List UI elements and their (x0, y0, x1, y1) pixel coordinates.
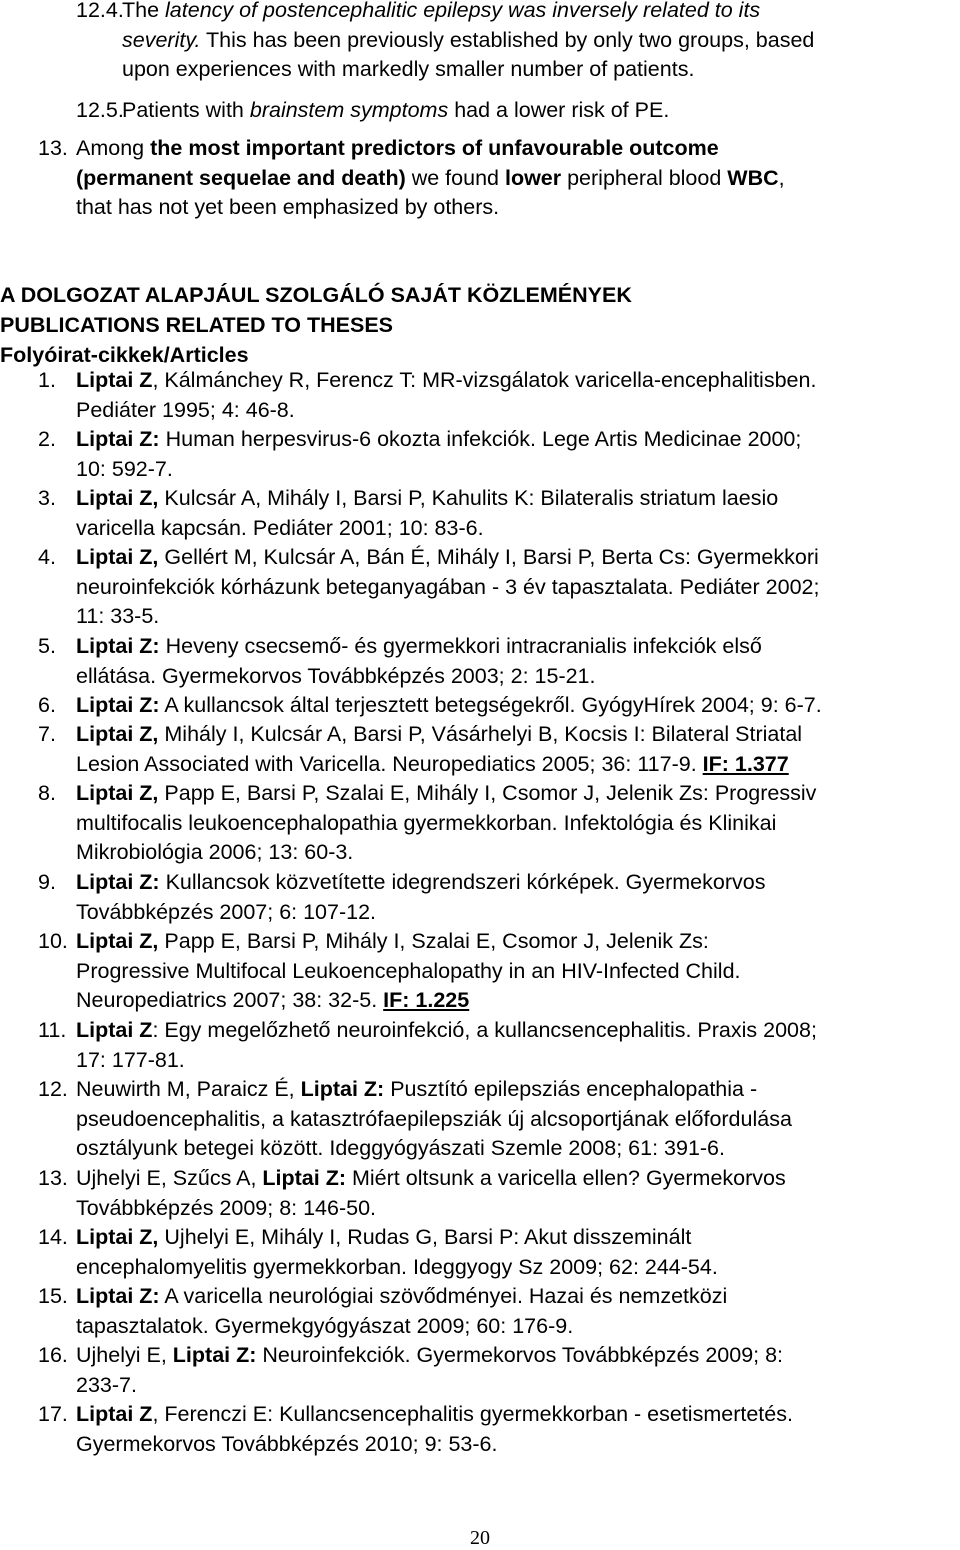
finding-number: 12.5. (76, 98, 124, 122)
author-highlight: Liptai Z, (76, 722, 159, 746)
author-highlight: Liptai Z: (76, 634, 160, 658)
publication-line (76, 898, 956, 928)
publication-text (76, 1016, 956, 1075)
publication-number: 8. (38, 781, 56, 805)
author-highlight: Liptai Z, (76, 486, 159, 510)
finding-bold: WBC (727, 165, 779, 190)
finding-bold: the most important predictors of unfavourable outcome (150, 136, 719, 160)
publication-line (76, 1164, 956, 1194)
publication-line (76, 1282, 956, 1312)
subsection-heading-articles: Folyóirat-cikkek/Articles (0, 343, 249, 367)
citation-text: : Egy megelőzhető neuroinfekció, a kullancsencephalitis. Praxis 2008; (152, 1018, 817, 1042)
finding-emphasis: severity. (122, 27, 201, 52)
author-highlight: Liptai Z (76, 368, 153, 392)
citation-text: Kulcsár A, Mihály I, Barsi P, Kahulits K: Bilateralis striatum laesio (158, 486, 779, 510)
publication-line (76, 1194, 956, 1224)
citation-text: A varicella neurológiai szövődményei. Hazai és nemzetközi (159, 1284, 728, 1308)
publication-number: 10. (38, 929, 68, 953)
publication-text (76, 868, 956, 927)
publication-text (76, 425, 956, 484)
publication-line (76, 1105, 956, 1135)
author-highlight: Liptai Z, (76, 781, 159, 805)
publication-line (76, 602, 956, 632)
citation-text: Kullancsok közvetítette idegrendszeri kórképek. Gyermekorvos (159, 870, 766, 894)
publication-number: 14. (38, 1225, 68, 1249)
publication-line (76, 632, 956, 662)
publication-text (76, 1075, 956, 1164)
author-highlight: Liptai Z: (172, 1343, 257, 1367)
publication-line (76, 1253, 956, 1283)
publication-line (76, 927, 956, 957)
publication-text (76, 543, 956, 632)
citation-text: Mikrobiológia 2006; 13: 60-3. (76, 840, 354, 864)
impact-factor: IF: 1.377 (702, 751, 789, 776)
author-highlight: Liptai Z: (262, 1166, 347, 1190)
publication-line (76, 986, 956, 1016)
publication-text (76, 366, 956, 425)
citation-text: Lesion Associated with Varicella. Neuropediatics 2005; 36: 117-9. (76, 751, 703, 776)
citation-text: Human herpesvirus-6 okozta infekciók. Lege Artis Medicinae 2000; (159, 427, 802, 451)
author-highlight: Liptai Z: (300, 1077, 385, 1101)
publication-line (76, 1046, 956, 1076)
publication-line (76, 514, 956, 544)
coauthors: Ujhelyi E, (76, 1343, 173, 1367)
publication-line (76, 1400, 956, 1430)
citation-text: ellátása. Gyermekorvos Továbbképzés 2003; 2: 15-21. (76, 663, 596, 688)
author-highlight: Liptai Z (76, 1402, 153, 1426)
coauthors: Neuwirth M, Paraicz É, (76, 1077, 301, 1101)
citation-text: Progressive Multifocal Leukoencephalopathy in an HIV-Infected Child. (76, 958, 741, 983)
publication-number: 12. (38, 1077, 68, 1101)
publication-line (76, 779, 956, 809)
publication-number: 9. (38, 870, 56, 894)
finding-number: 13. (38, 136, 68, 160)
citation-text: 17: 177-81. (76, 1047, 185, 1072)
publication-text (76, 779, 956, 868)
citation-text: Neuropediatrics 2007; 38: 32-5. (76, 988, 384, 1012)
finding-bold: (permanent sequelae and death) (76, 165, 406, 190)
author-highlight: Liptai Z, (76, 1225, 159, 1249)
author-highlight: Liptai Z: (76, 427, 160, 451)
publication-number: 7. (38, 722, 56, 746)
citation-text: osztályunk betegei között. Ideggyógyászati Szemle 2008; 61: 391-6. (76, 1136, 725, 1160)
citation-text: , Kálmánchey R, Ferencz T: MR-vizsgálatok varicella-encephalitisben. (152, 368, 817, 392)
publication-line (76, 573, 956, 603)
citation-text: Papp E, Barsi P, Szalai E, Mihály I, Csomor J, Jelenik Zs: Progressiv (158, 781, 817, 805)
finding-text: peripheral blood (561, 165, 728, 190)
citation-text: Neuroinfekciók. Gyermekorvos Továbbképzés 2009; 8: (256, 1343, 784, 1367)
section-heading-hungarian: A DOLGOZAT ALAPJÁUL SZOLGÁLÓ SAJÁT KÖZLEMÉNYEK (0, 283, 632, 307)
finding-emphasis: latency of postencephalitic epilepsy was inversely related to its (165, 0, 761, 22)
citation-text: Papp E, Barsi P, Mihály I, Szalai E, Csomor J, Jelenik Zs: (158, 929, 709, 953)
citation-text: tapasztalatok. Gyermekgyógyászat 2009; 60: 176-9. (76, 1313, 574, 1338)
publication-line (76, 366, 956, 396)
publication-line (76, 868, 956, 898)
publication-line (76, 1341, 956, 1371)
impact-factor: IF: 1.225 (383, 988, 470, 1012)
citation-text: Heveny csecsemő- és gyermekkori intracranialis infekciók első (159, 634, 762, 658)
publication-number: 2. (38, 427, 56, 451)
publication-line (76, 1371, 956, 1401)
publication-number: 5. (38, 634, 56, 658)
publication-line (76, 750, 956, 780)
citation-text: Gellért M, Kulcsár A, Bán É, Mihály I, Barsi P, Berta Cs: Gyermekkori (158, 545, 819, 569)
publication-line (76, 1134, 956, 1164)
citation-text: Gyermekorvos Továbbképzés 2010; 9: 53-6. (76, 1431, 498, 1456)
publication-number: 6. (38, 693, 56, 717)
author-highlight: Liptai Z, (76, 929, 159, 953)
publication-line (76, 1016, 956, 1046)
publication-number: 16. (38, 1343, 68, 1367)
publication-text (76, 1400, 956, 1459)
author-highlight: Liptai Z: (76, 693, 160, 717)
citation-text: 11: 33-5. (76, 604, 160, 628)
finding-text: The (122, 0, 166, 22)
citation-text: Továbbképzés 2009; 8: 146-50. (76, 1195, 377, 1220)
publication-line (76, 425, 956, 455)
citation-text: Miért oltsunk a varicella ellen? Gyermekorvos (346, 1166, 786, 1190)
publication-line (76, 957, 956, 987)
publication-line (76, 1075, 956, 1105)
citation-text: Továbbképzés 2007; 6: 107-12. (76, 899, 377, 924)
publication-line (76, 396, 956, 426)
publication-text (76, 1341, 956, 1400)
finding-text: Patients with (122, 98, 250, 122)
citation-text: A kullancsok által terjesztett betegségekről. GyógyHírek 2004; 9: 6-7. (159, 693, 822, 717)
finding-text: upon experiences with markedly smaller number of patients. (122, 57, 695, 81)
finding-emphasis: brainstem symptoms (249, 98, 449, 122)
citation-text: multifocalis leukoencephalopathia gyermekkorban. Infektológia és Klinikai (76, 810, 777, 835)
publication-line (76, 484, 956, 514)
publication-line (76, 809, 956, 839)
publication-number: 13. (38, 1166, 68, 1190)
publication-line (76, 1223, 956, 1253)
finding-text: we found (405, 165, 505, 190)
publication-number: 17. (38, 1402, 68, 1426)
citation-text: Mihály I, Kulcsár A, Barsi P, Vásárhelyi B, Kocsis I: Bilateral Striatal (158, 722, 803, 746)
author-highlight: Liptai Z, (76, 545, 159, 569)
finding-bold: lower (504, 165, 562, 190)
publication-text (76, 927, 956, 1016)
publication-line (76, 455, 956, 485)
author-highlight: Liptai Z: (76, 870, 160, 894)
publication-line (76, 691, 956, 721)
publication-text (76, 484, 956, 543)
coauthors: Ujhelyi E, Szűcs A, (76, 1166, 263, 1190)
author-highlight: Liptai Z (76, 1018, 153, 1042)
publication-number: 1. (38, 368, 56, 392)
page-number: 20 (470, 1527, 490, 1549)
publication-number: 4. (38, 545, 56, 569)
publication-line (76, 662, 956, 692)
finding-text: had a lower risk of PE. (448, 98, 670, 122)
publication-number: 3. (38, 486, 56, 510)
publication-line (76, 1430, 956, 1460)
publication-text (76, 1223, 956, 1282)
citation-text: Ujhelyi E, Mihály I, Rudas G, Barsi P: Akut disszeminált (158, 1225, 692, 1249)
citation-text: 10: 592-7. (76, 456, 173, 481)
citation-text: Pusztító epilepsziás encephalopathia - (384, 1077, 758, 1101)
publication-line (76, 543, 956, 573)
publication-text (76, 1164, 956, 1223)
citation-text: 233-7. (76, 1372, 137, 1397)
publication-line (76, 838, 956, 868)
citation-text: , Ferenczi E: Kullancsencephalitis gyermekkorban - esetismertetés. (152, 1402, 793, 1426)
citation-text: pseudoencephalitis, a katasztrófaepilepsziák új alcsoportjának előfordulása (76, 1106, 792, 1131)
publication-line (76, 1312, 956, 1342)
publication-number: 15. (38, 1284, 68, 1308)
finding-text: that has not yet been emphasized by others. (76, 195, 500, 219)
finding-text: , (778, 165, 785, 190)
publication-line (76, 720, 956, 750)
finding-text: Among (76, 136, 151, 160)
citation-text: Pediáter 1995; 4: 46-8. (76, 397, 295, 422)
citation-text: neuroinfekciók kórházunk beteganyagában - 3 év tapasztalata. Pediáter 2002; (76, 574, 820, 599)
publication-text (76, 632, 956, 691)
finding-number: 12.4. (76, 0, 124, 22)
publication-text (76, 1282, 956, 1341)
finding-text: This has been previously established by only two groups, based (200, 27, 815, 52)
publication-number: 11. (38, 1018, 67, 1042)
publication-text (76, 720, 956, 779)
publication-text (76, 691, 956, 721)
citation-text: encephalomyelitis gyermekkorban. Ideggyogy Sz 2009; 62: 244-54. (76, 1254, 718, 1279)
author-highlight: Liptai Z: (76, 1284, 160, 1308)
section-heading-english: PUBLICATIONS RELATED TO THESES (0, 313, 393, 337)
citation-text: varicella kapcsán. Pediáter 2001; 10: 83-6. (76, 515, 484, 540)
